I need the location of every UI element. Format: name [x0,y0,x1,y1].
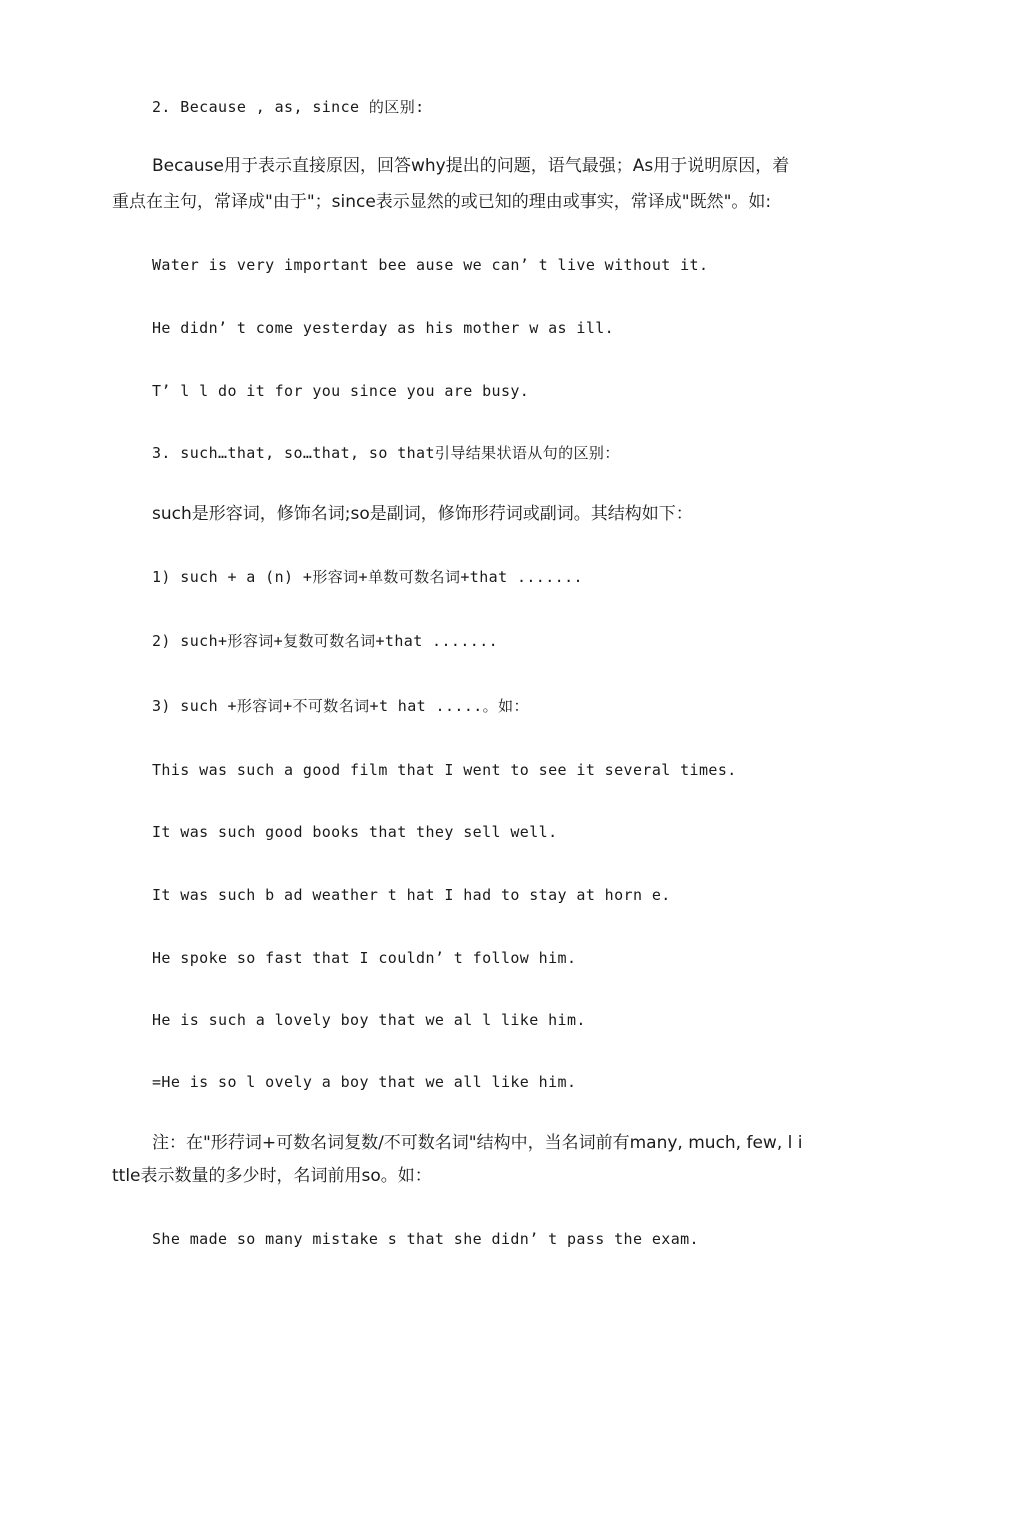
paragraph-line: Because用于表示直接原因，回答why提出的问题，语气最强；As用于说明原因，着 [152,156,790,176]
heading-such-so-that: 3. such…that, so…that, so that引导结果状语从句的区别： [152,444,620,462]
example-sentence: This was such a good film that I went to see it several times. [152,761,737,779]
example-sentence: He didn’ t come yesterday as his mother w as ill. [152,319,615,337]
example-sentence: He spoke so fast that I couldn’ t follow him. [152,949,577,967]
structure-rule: 1) such + a (n) +形容词+单数可数名词+that ....... [152,568,583,586]
example-sentence: Water is very important bee ause we can’ t live without it. [152,256,709,274]
paragraph-line: 重点在主句，常译成"由于"；since表示显然的或已知的理由或事实，常译成"既然"。如: [112,192,772,212]
example-sentence: T’ l l do it for you since you are busy. [152,382,530,400]
example-sentence: She made so many mistake s that she didn’ t pass the exam. [152,1230,699,1248]
paragraph-line: such是形容词，修饰名词;so是副词，修饰形荇词或副词。其结构如下： [152,504,693,524]
heading-because-as-since: 2. Because , as, since 的区别: [152,98,425,116]
structure-rule: 3) such +形容词+不可数名词+t hat .....。如： [152,697,529,715]
example-sentence: It was such b ad weather t hat I had to stay at horn e. [152,886,671,904]
example-sentence: =He is so l ovely a boy that we all like him. [152,1073,577,1091]
structure-rule: 2) such+形容词+复数可数名词+that ....... [152,632,499,650]
note-line: ttle表示数量的多少时，名词前用so。如： [112,1166,432,1186]
note-line: 注：在"形荇词+可数名词复数/不可数名词"结构中，当名词前有many, much, few, l i [152,1133,803,1153]
example-sentence: He is such a lovely boy that we al l like him. [152,1011,586,1029]
example-sentence: It was such good books that they sell well. [152,823,558,841]
